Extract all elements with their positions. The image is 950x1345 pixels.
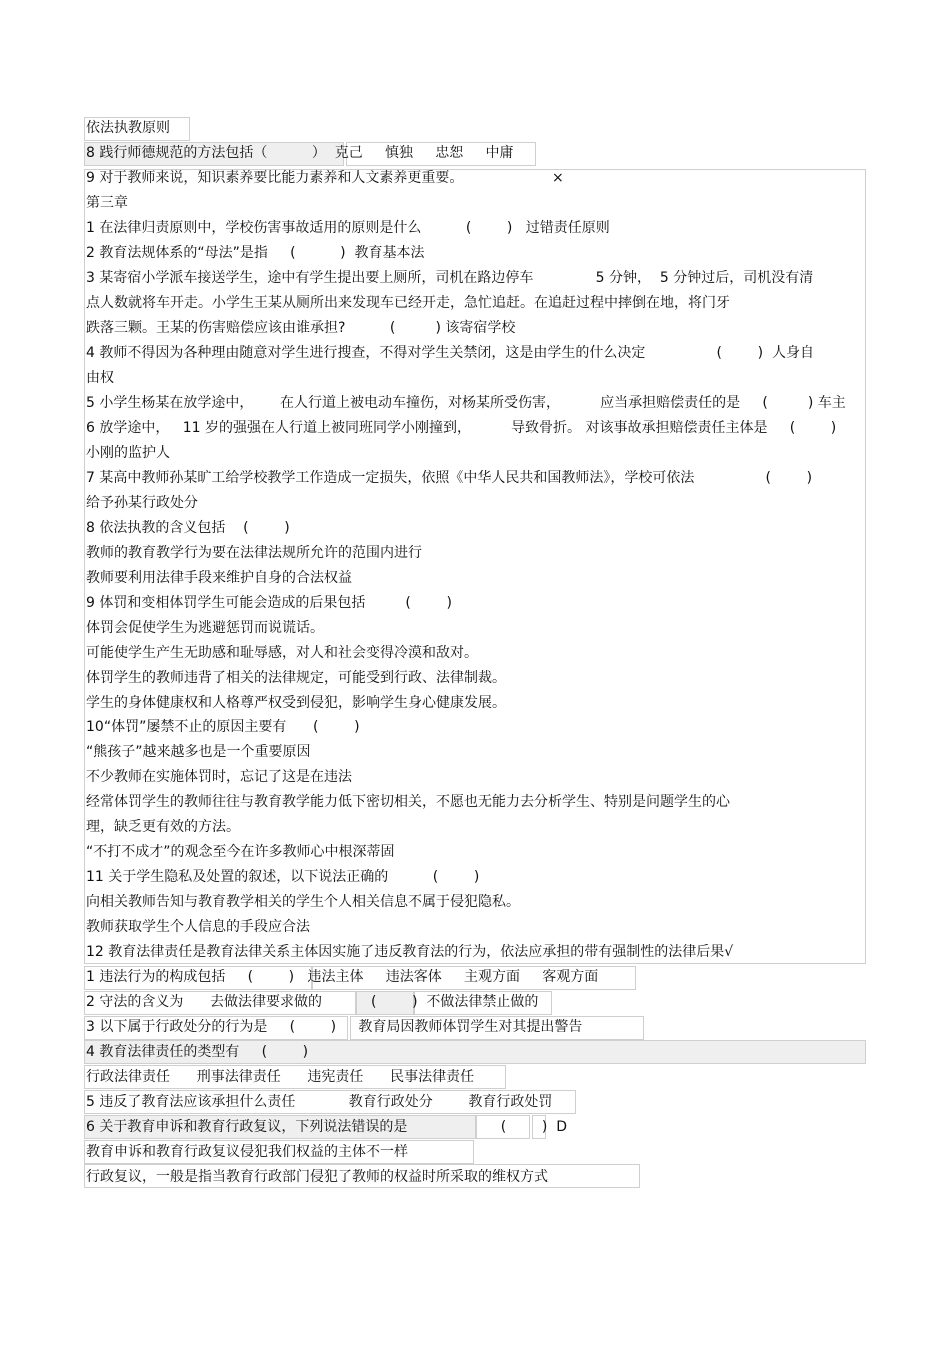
text-line: 可能使学生产生无助感和耻辱感，对人和社会变得冷漠和敌对。	[86, 645, 478, 661]
text-line: 3 某寄宿小学派车接送学生，途中有学生提出要上厕所，司机在路边停车 5 分钟， 5 分钟过后，司机没有清	[86, 270, 814, 286]
text-line: 8 践行师德规范的方法包括（ ） 克己 慎独 忠恕 中庸	[86, 145, 514, 161]
text-line: 向相关教师告知与教育教学相关的学生个人相关信息不属于侵犯隐私。	[86, 894, 520, 910]
text-line: 学生的身体健康权和人格尊严权受到侵犯，影响学生身心健康发展。	[86, 695, 506, 711]
text-line: 1 违法行为的构成包括 ( ) 违法主体 违法客体 主观方面 客观方面	[86, 969, 599, 985]
false-mark: ×	[552, 170, 564, 186]
text-line: 11 关于学生隐私及处置的叙述，以下说法正确的 ( )	[86, 869, 480, 885]
text-line: “熊孩子”越来越多也是一个重要原因	[86, 744, 311, 760]
text-line: 6 关于教育申诉和教育行政复议，下列说法错误的是 ( ) D	[86, 1119, 568, 1135]
text-line: 12 教育法律责任是教育法律关系主体因实施了违反教育法的行为，依法应承担的带有强制性的法律后果√	[86, 944, 734, 960]
text-line: 1 在法律归责原则中，学校伤害事故适用的原则是什么 ( ) 过错责任原则	[86, 220, 610, 236]
text-line: 教师获取学生个人信息的手段应合法	[86, 919, 310, 935]
text-line: 体罚会促使学生为逃避惩罚而说谎话。	[86, 620, 324, 636]
text-line: 7 某高中教师孙某旷工给学校教学工作造成一定损失，依照《中华人民共和国教师法》，学校可依法 ( )	[86, 470, 813, 486]
text-line: 5 违反了教育法应该承担什么责任 教育行政处分 教育行政处罚	[86, 1094, 553, 1110]
text-line: 理，缺乏更有效的方法。	[86, 819, 240, 835]
text-line: 9 对于教师来说，知识素养要比能力素养和人文素养更重要。	[86, 170, 464, 186]
text-line: 教师的教育教学行为要在法律法规所允许的范围内进行	[86, 545, 422, 561]
text-line: 4 教师不得因为各种理由随意对学生进行搜查，不得对学生关禁闭，这是由学生的什么决定 ( ) 人身自	[86, 345, 814, 361]
text-line: 10“体罚”屡禁不止的原因主要有 ( )	[86, 719, 360, 735]
text-line: “不打不成才”的观念至今在许多教师心中根深蒂固	[86, 844, 395, 860]
text-line: 3 以下属于行政处分的行为是 ( ) 教育局因教师体罚学生对其提出警告	[86, 1019, 583, 1035]
text-line: 2 守法的含义为 去做法律要求做的 ( ) 不做法律禁止做的	[86, 994, 539, 1010]
text-line: 跌落三颗。王某的伤害赔偿应该由谁承担? ( ) 该寄宿学校	[86, 320, 516, 336]
text-line: 点人数就将车开走。小学生王某从厕所出来发现车已经开走，急忙追赶。在追赶过程中摔倒在地，将门牙	[86, 295, 730, 311]
text-line: 行政法律责任 刑事法律责任 违宪责任 民事法律责任	[86, 1069, 475, 1085]
text-line: 5 小学生杨某在放学途中， 在人行道上被电动车撞伤，对杨某所受伤害， 应当承担赔偿责任的是 ( ) 车主	[86, 395, 846, 411]
text-line: 9 体罚和变相体罚学生可能会造成的后果包括 ( )	[86, 595, 452, 611]
text-line: 不少教师在实施体罚时，忘记了这是在违法	[86, 769, 352, 785]
text-line: 依法执教原则	[86, 120, 170, 136]
text-line: 教师要利用法律手段来维护自身的合法权益	[86, 570, 352, 586]
text-line: 由权	[86, 370, 114, 386]
text-line: 给予孙某行政处分	[86, 495, 198, 511]
text-line: 第三章	[86, 195, 128, 211]
text-line: 4 教育法律责任的类型有 ( )	[86, 1044, 309, 1060]
text-line: 体罚学生的教师违背了相关的法律规定，可能受到行政、法律制裁。	[86, 670, 506, 686]
text-line: 8 依法执教的含义包括 ( )	[86, 520, 290, 536]
text-line: 经常体罚学生的教师往往与教育教学能力低下密切相关，不愿也无能力去分析学生、特别是问题学生的心	[86, 794, 730, 810]
text-line: 行政复议，一般是指当教育行政部门侵犯了教师的权益时所采取的维权方式	[86, 1169, 548, 1185]
text-line: 2 教育法规体系的“母法”是指 ( ) 教育基本法	[86, 245, 425, 261]
text-line: 教育申诉和教育行政复议侵犯我们权益的主体不一样	[86, 1144, 408, 1160]
text-line: 6 放学途中， 11 岁的强强在人行道上被同班同学小刚撞到， 导致骨折。 对该事故承担赔偿责任主体是 ( )	[86, 420, 837, 436]
text-line: 小刚的监护人	[86, 445, 170, 461]
